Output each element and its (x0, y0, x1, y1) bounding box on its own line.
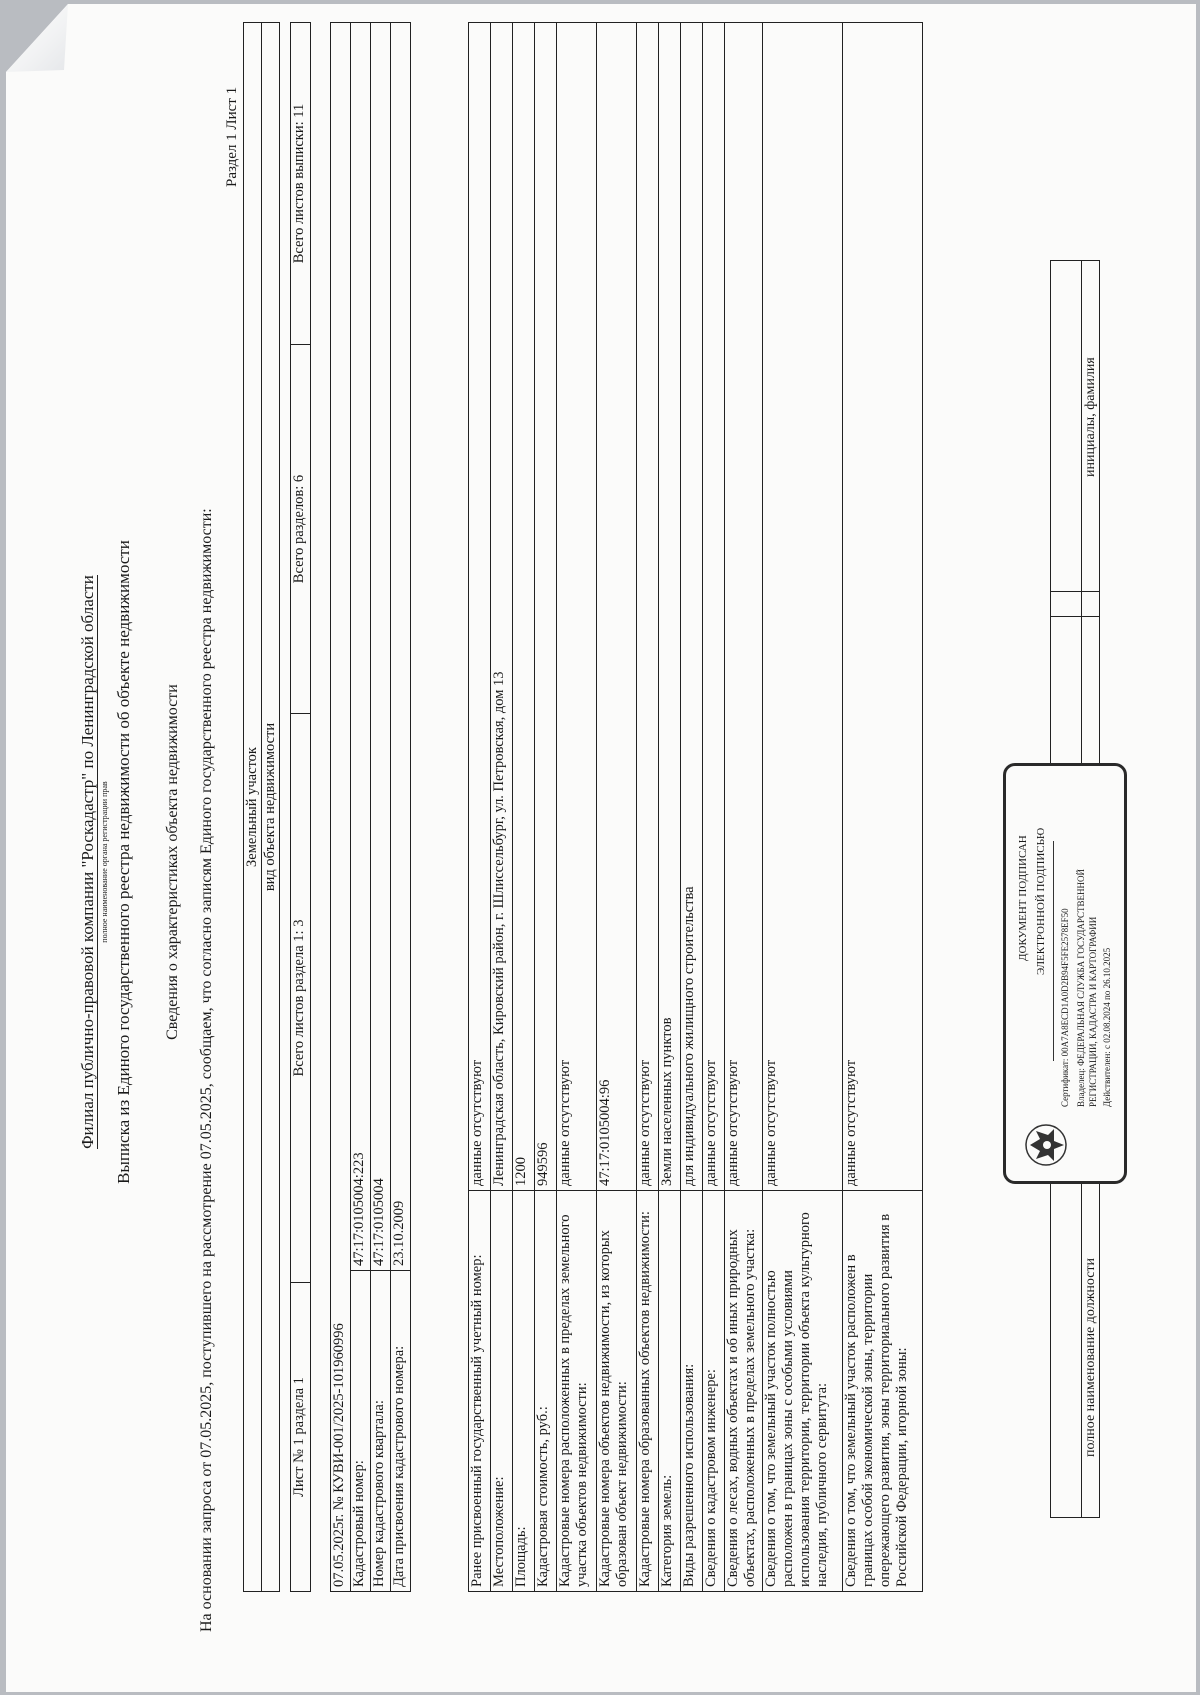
stamp-owner-2: РЕГИСТРАЦИИ, КАДАСТРА И КАРТОГРАФИИ (1088, 916, 1098, 1107)
electronic-signature-stamp (1003, 763, 1127, 1184)
stamp-line-1: ДОКУМЕНТ ПОДПИСАН (1017, 835, 1029, 961)
ident-value: 47:17:0105004 (371, 23, 391, 1271)
row-value: 47:17:0105004:96 (597, 23, 637, 1191)
sheets-in-section: Всего листов раздела 1: 3 (291, 714, 311, 1283)
request-basis: На основании запроса от 07.05.2025, поступившего на рассмотрение 07.05.2025, сообщаем, что согласно записям Единого государственного реестра недвижимости: (198, 508, 215, 1632)
object-type-table (243, 22, 280, 1592)
row-label: Местоположение: (491, 1191, 513, 1592)
ident-label: Дата присвоения кадастрового номера: (391, 1271, 411, 1592)
row-label: Площадь: (513, 1191, 535, 1592)
stamp-owner: Владелец: ФЕДЕРАЛЬНАЯ СЛУЖБА ГОСУДАРСТВЕННОЙ (1076, 868, 1086, 1107)
row-label: Виды разрешенного использования: (681, 1191, 703, 1592)
ident-value: 47:17:0105004:223 (351, 23, 371, 1271)
stamp-validity: Действителен: с 02.08.2024 по 26.10.2025 (1102, 947, 1112, 1107)
ident-label: Номер кадастрового квартала: (371, 1271, 391, 1592)
row-value: Земли населенных пунктов (659, 23, 681, 1191)
row-value: данные отсутствуют (469, 23, 491, 1191)
row-label: Категория земель: (659, 1191, 681, 1592)
row-value: данные отсутствуют (763, 23, 843, 1191)
stamp-certificate: Сертификат: 00A7A8ECD1A0D2B94F5FE2578EF50 (1060, 908, 1070, 1107)
row-label: Ранее присвоенный государственный учетный номер: (469, 1191, 491, 1592)
row-label: Сведения о том, что земельный участок полностью расположен в границах зоны с особыми условиями использования территории, территории объекта культурного наследия, публичного сервитута: (763, 1191, 843, 1592)
row-value: данные отсутствуют (557, 23, 597, 1191)
coat-of-arms-icon (1020, 1119, 1072, 1171)
row-value: Ленинградская область, Кировский район, г. Шлиссельбург, ул. Петровская, дом 13 (491, 23, 513, 1191)
extract-subtitle: Сведения о характеристиках объекта недвижимости (164, 684, 181, 1040)
object-type-note: вид объекта недвижимости (262, 23, 280, 1592)
row-label: Кадастровые номера образованных объектов недвижимости: (637, 1191, 659, 1592)
organization-name: Филиал публично-правовой компании "Роскадастр" по Ленинградской области (78, 575, 97, 1149)
organization-note: полное наименование органа регистрации прав (100, 781, 109, 943)
sheet-number: Лист № 1 раздела 1 (291, 1283, 311, 1592)
sections-total: Всего разделов: 6 (291, 345, 311, 714)
extract-title: Выписка из Единого государственного реестра недвижимости об объекте недвижимости (114, 540, 133, 1184)
row-label: Сведения о лесах, водных объектах и об иных природных объектах, расположенных в пределах земельного участка: (725, 1191, 763, 1592)
characteristics-table (468, 22, 923, 1592)
signature-position-label: полное наименование должности (1083, 1257, 1098, 1457)
signature-name-label: инициалы, фамилия (1083, 357, 1098, 477)
row-value: данные отсутствуют (637, 23, 659, 1191)
ident-label: Кадастровый номер: (351, 1271, 371, 1592)
section-label: Раздел 1 Лист 1 (224, 86, 240, 187)
rotated-document-content (18, 2, 1188, 1682)
row-value: данные отсутствуют (843, 23, 923, 1191)
row-value: 949596 (535, 23, 557, 1191)
row-value: 1200 (513, 23, 535, 1191)
row-value: для индивидуального жилищного строительства (681, 23, 703, 1191)
row-label: Кадастровые номера расположенных в пределах земельного участка объектов недвижимости: (557, 1191, 597, 1592)
row-value: данные отсутствуют (725, 23, 763, 1191)
row-label: Кадастровая стоимость, руб.: (535, 1191, 557, 1592)
row-value: данные отсутствуют (703, 23, 725, 1191)
row-label: Сведения о кадастровом инженере: (703, 1191, 725, 1592)
sheets-total: Всего листов выписки: 11 (291, 23, 311, 345)
ident-value: 23.10.2009 (391, 23, 411, 1271)
object-type: Земельный участок (244, 23, 262, 1592)
sheet-info-table (290, 22, 311, 1592)
stamp-line-2: ЭЛЕКТРОННОЙ ПОДПИСЬЮ (1035, 827, 1047, 975)
identification-table (330, 22, 411, 1592)
document-number: 07.05.2025г. № КУВИ-001/2025-101960996 (331, 23, 351, 1592)
row-label: Сведения о том, что земельный участок расположен в границах особой экономической зоны, территории опережающего развития, зоны территориального развития в Российской Федерации, игорной зоны: (843, 1191, 923, 1592)
row-label: Кадастровые номера объектов недвижимости, из которых образован объект недвижимости: (597, 1191, 637, 1592)
